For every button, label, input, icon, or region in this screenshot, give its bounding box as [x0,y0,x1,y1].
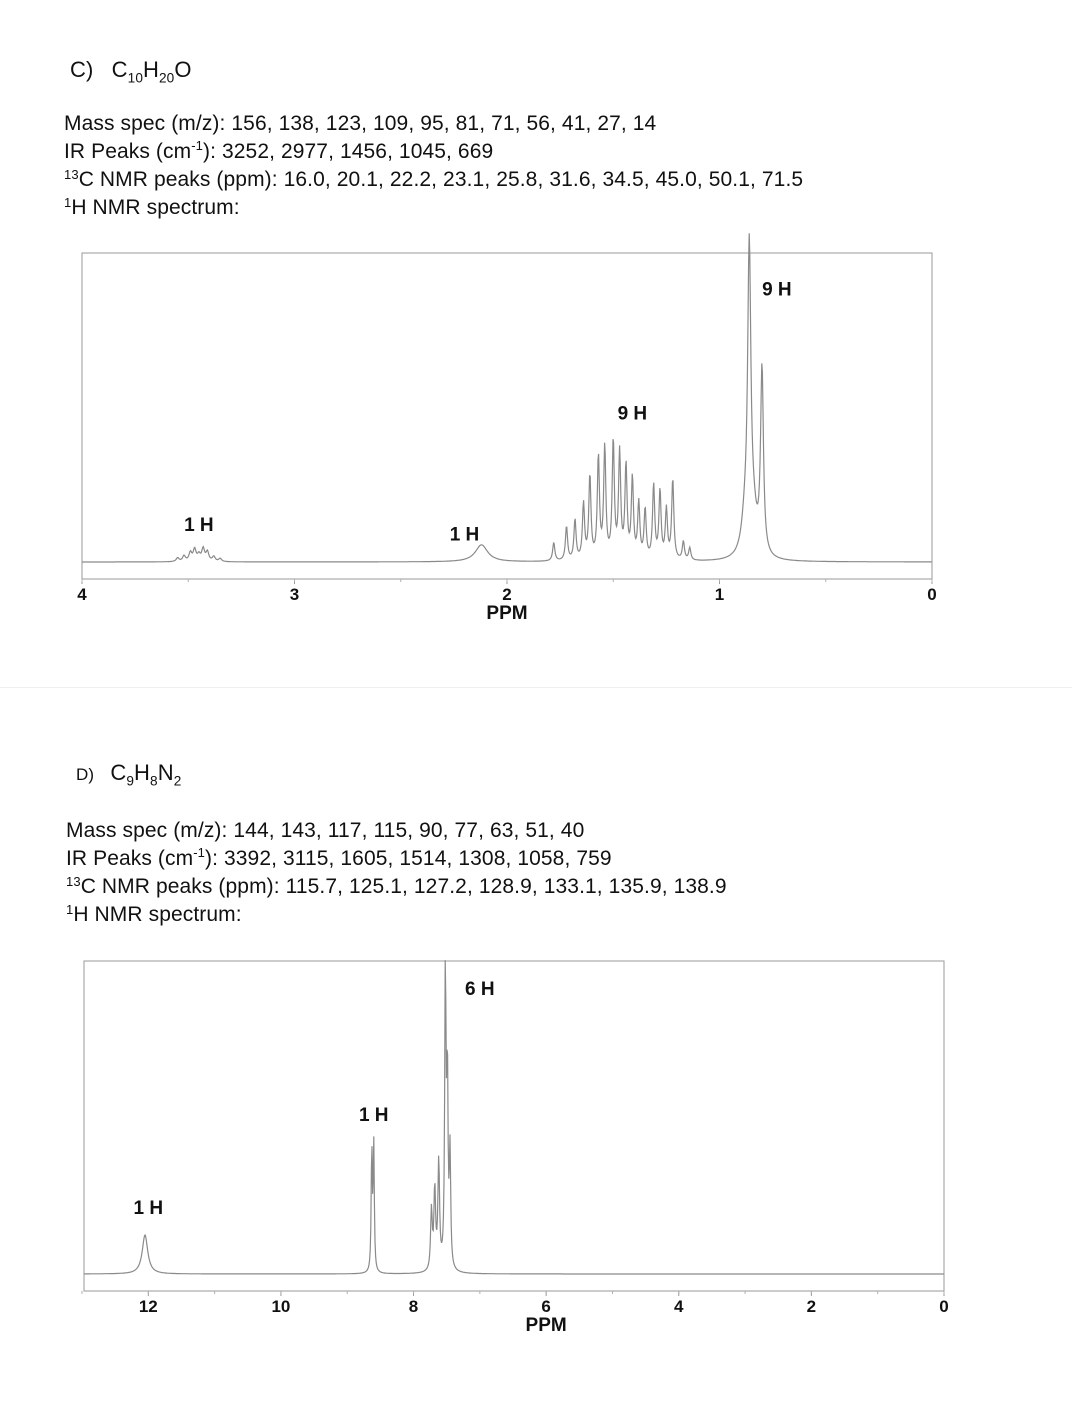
formula-element: H [134,760,151,785]
formula-subscript: 2 [173,773,182,789]
spectrum-trace [84,960,944,1274]
x-tick-label: 10 [271,1297,291,1316]
x-tick-label: 4 [77,585,87,604]
integration-label: 1 H [449,524,480,546]
x-tick-label: 0 [927,585,937,604]
h1-text: H NMR spectrum: [71,196,240,219]
problem-d-mass-spec: Mass spec (m/z): 144, 143, 117, 115, 90, 77, 63, 51, 40 [66,819,585,842]
ir-prefix: IR Peaks (cm [64,140,192,163]
formula-element: H [143,57,159,82]
integration-label: 9 H [617,403,648,425]
c13-values: C NMR peaks (ppm): 16.0, 20.1, 22.2, 23.1, 25.8, 31.6, 34.5, 45.0, 50.1, 71.5 [78,168,804,191]
formula-subscript: 10 [127,70,143,86]
x-axis-label: PPM [486,603,528,624]
x-tick-label: 12 [138,1297,158,1316]
formula-subscript: 20 [159,70,175,86]
formula-subscript: 9 [126,773,135,789]
c13-superscript: 13 [64,166,79,182]
formula-element: C [110,760,127,785]
problem-d-label: D) [76,765,95,784]
ir-exponent: -1 [191,138,204,153]
x-tick-label: 1 [714,585,725,604]
x-axis-label: PPM [525,1315,567,1336]
x-tick-label: 8 [408,1297,419,1316]
h1-superscript: 1 [64,194,72,210]
x-tick-label: 4 [674,1297,684,1316]
integration-label: 6 H [465,979,495,1000]
formula-element: C [111,57,128,82]
formula-element: N [157,760,174,785]
integration-label: 1 H [133,1198,164,1219]
x-tick-label: 3 [289,585,300,604]
integration-label: 9 H [762,279,792,301]
x-tick-label: 2 [502,585,512,604]
x-tick-label: 0 [939,1297,949,1316]
problem-c-mass-spec: Mass spec (m/z): 156, 138, 123, 109, 95, 81, 71, 56, 41, 27, 14 [64,112,657,135]
h1-superscript: 1 [66,901,74,917]
plot-frame [84,961,944,1291]
formula-element: O [174,57,192,82]
problem-c-label: C) [70,57,94,82]
integration-label: 1 H [358,1105,389,1126]
formula-subscript: 8 [150,773,158,789]
ir-values: ): 3392, 3115, 1605, 1514, 1308, 1058, 759 [205,847,612,870]
c13-values: C NMR peaks (ppm): 115.7, 125.1, 127.2, 128.9, 133.1, 135.9, 138.9 [80,875,727,898]
x-tick-label: 6 [541,1297,551,1316]
integration-label: 1 H [184,515,214,536]
c13-superscript: 13 [66,873,81,889]
ir-prefix: IR Peaks (cm [66,847,194,870]
h1-text: H NMR spectrum: [73,903,242,926]
ir-values: ): 3252, 2977, 1456, 1045, 669 [203,140,494,163]
ir-exponent: -1 [193,845,206,860]
x-tick-label: 2 [806,1297,817,1316]
